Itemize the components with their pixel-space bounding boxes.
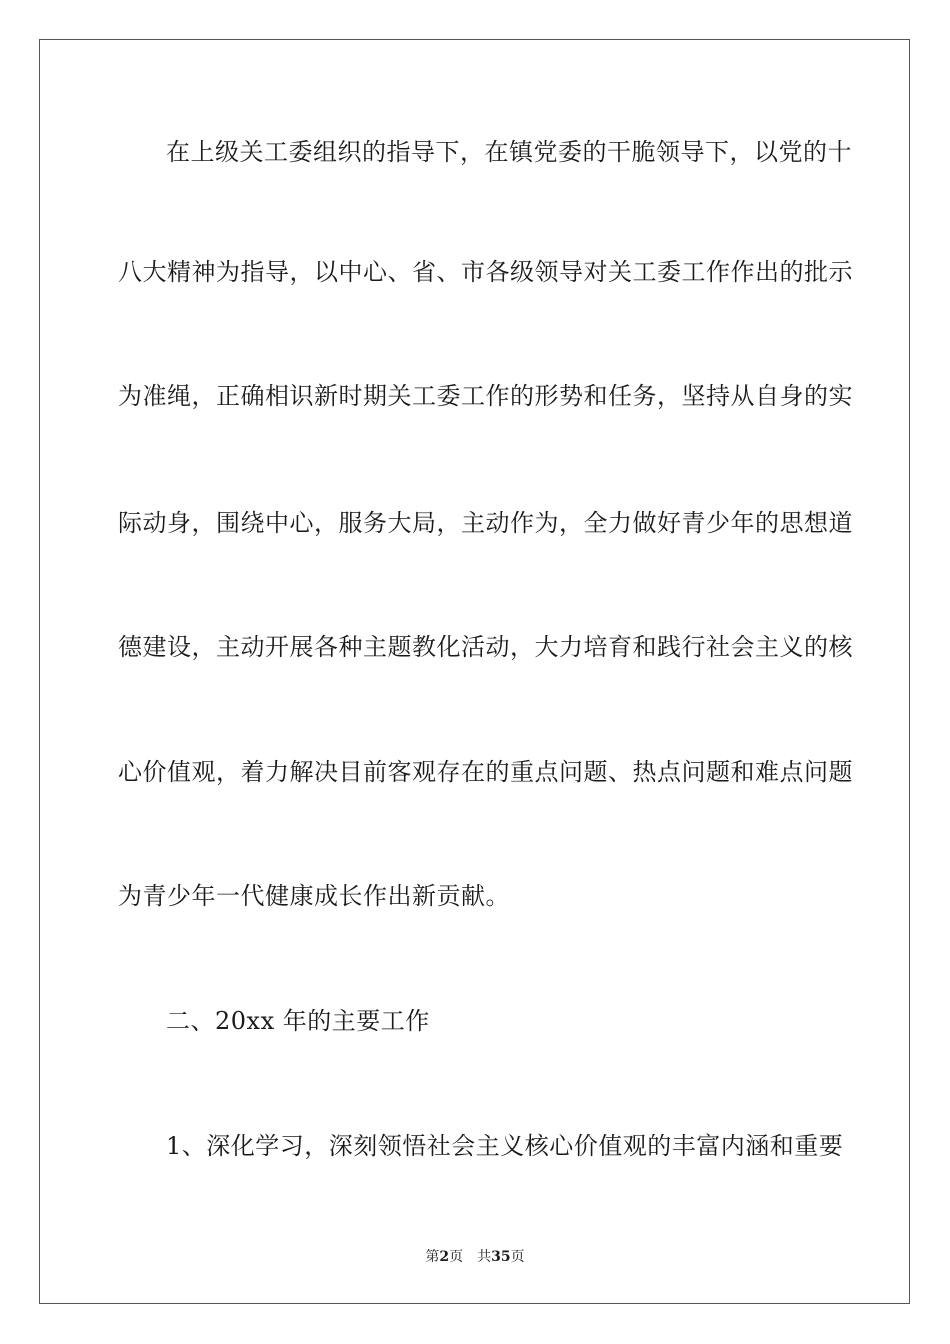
footer-total-pages: 35 (491, 1249, 511, 1265)
footer-total-suffix: 页 (510, 1249, 525, 1265)
paragraph-line-4: 际动身，围绕中心，服务大局，主动作为，全力做好青少年的思想道 (118, 509, 853, 537)
page-border (39, 39, 910, 1304)
paragraph-line-3: 为准绳，正确相识新时期关工委工作的形势和任务，坚持从自身的实 (118, 382, 853, 410)
footer-page-prefix: 第 (425, 1249, 440, 1265)
footer-page-suffix: 页 (449, 1249, 464, 1265)
paragraph-line-6: 心价值观，着力解决目前客观存在的重点问题、热点问题和难点问题 (118, 758, 853, 786)
item-1-line: 1、深化学习，深刻领悟社会主义核心价值观的丰富内涵和重要 (166, 1132, 844, 1160)
footer-page-number: 2 (439, 1249, 450, 1265)
page-footer (0, 1248, 950, 1266)
paragraph-line-2: 八大精神为指导，以中心、省、市各级领导对关工委工作作出的批示 (118, 258, 853, 286)
paragraph-line-5: 德建设，主动开展各种主题教化活动，大力培育和践行社会主义的核 (118, 633, 853, 661)
footer-total-prefix: 共 (477, 1249, 492, 1265)
paragraph-line-1: 在上级关工委组织的指导下，在镇党委的干脆领导下，以党的十 (166, 138, 852, 166)
section-heading: 二、20xx 年的主要工作 (166, 1007, 430, 1035)
paragraph-line-7: 为青少年一代健康成长作出新贡献。 (118, 882, 510, 910)
